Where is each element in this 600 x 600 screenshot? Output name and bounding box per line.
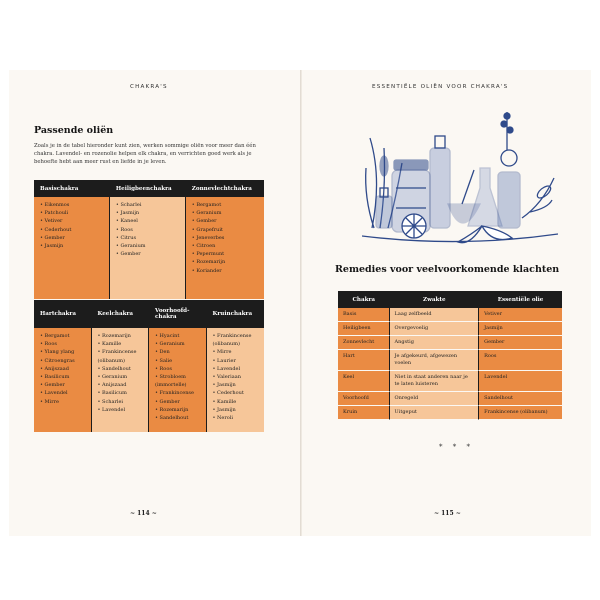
remedy-cell-zwakte: Niet in staat anderen naar je te laten luisteren <box>390 371 480 392</box>
oil-list-item: • Roos <box>40 340 85 348</box>
left-intro-paragraph: Zoals je in de tabel hieronder kunt zien, werken sommige oliën voor meer dan één chakra. Lavendel- en rozenolie helpen elk chakra, en verrichten goed werk als je behoefte hebt aan meer rust en liefde in je leven. <box>34 143 256 166</box>
oil-list-item: • Geranium <box>98 373 143 381</box>
botanical-bottles-illustration <box>362 108 558 254</box>
table2-header-hart: Hartchakra <box>34 300 92 328</box>
left-page-number-ornament-left: ~ <box>130 510 136 517</box>
remedy-cell-olie: Gember <box>479 336 562 350</box>
table2-header-voorhoofd: Voorhoofd- chakra <box>149 300 207 328</box>
remedy-row <box>338 371 562 392</box>
oil-list-item: • Salie <box>155 357 200 365</box>
oil-list-item: • Frankincense <box>155 389 200 397</box>
oil-list-item: • Mirre <box>213 348 259 356</box>
oil-list-item: • Geranium <box>155 340 200 348</box>
oil-list-item: • Ylang ylang <box>40 348 85 356</box>
oil-list-item: • Grapefruit <box>192 226 258 234</box>
remedy-header-chakra: Chakra <box>338 291 390 308</box>
oil-list-item: • Anijszaad <box>98 381 143 389</box>
oil-list-item: • Cederhout <box>213 389 259 397</box>
right-running-header: ESSENTIËLE OLIËN VOOR CHAKRA'S <box>372 84 509 90</box>
oil-list-item: • Kamille <box>213 398 259 406</box>
left-page-title: Passende oliën <box>34 125 114 136</box>
oil-list-item: • Neroli <box>213 414 259 422</box>
oil-list-item: • Jasmijn <box>213 381 259 389</box>
oil-list-item: • Sandelhout <box>98 365 143 373</box>
remedy-cell-zwakte: Overgevoelig <box>390 322 480 336</box>
oil-list-item: • Frankincense (olibanum) <box>213 332 259 348</box>
remedy-cell-olie: Lavendel <box>479 371 562 392</box>
oil-list-item: • Gember <box>40 381 85 389</box>
left-page-number-ornament-right: ~ <box>151 510 157 517</box>
remedy-cell-chakra: Kruin <box>338 406 390 420</box>
remedy-cell-chakra: Voorhoofd <box>338 392 390 406</box>
remedy-row <box>338 336 562 350</box>
remedy-table-body <box>338 308 562 420</box>
oil-list-item: • Koriander <box>192 267 258 275</box>
oil-list-item: • Gember <box>192 217 258 225</box>
right-page-number-ornament-right: ~ <box>455 510 461 517</box>
oil-list-item: • Valeriaan <box>213 373 259 381</box>
oil-list-item: • Hyacint <box>155 332 200 340</box>
oil-list-item: • Laurier <box>213 357 259 365</box>
remedy-cell-olie: Sandelhout <box>479 392 562 406</box>
oil-list-item: • Lavendel <box>98 406 143 414</box>
remedies-table <box>338 291 562 420</box>
table1-col-basis <box>34 197 110 299</box>
remedy-row <box>338 322 562 336</box>
remedy-cell-zwakte: Angstig <box>390 336 480 350</box>
table1-col-zonnevlecht <box>186 197 264 299</box>
oil-list-item: • Kaneel <box>116 217 179 225</box>
oil-list-item: • Strobloem (immortelle) <box>155 373 200 389</box>
table1-header-heiligbeen: Heiligbeenchakra <box>110 180 186 197</box>
remedy-cell-chakra: Zonnevlecht <box>338 336 390 350</box>
oil-list-item: • Jasmijn <box>116 209 179 217</box>
remedy-cell-olie: Roos <box>479 350 562 371</box>
right-page-number <box>434 510 461 517</box>
remedy-cell-chakra: Hart <box>338 350 390 371</box>
left-page-number-text: 114 <box>137 510 150 517</box>
table2-col-voorhoofd <box>149 328 207 432</box>
remedy-header-olie: Essentiële olie <box>479 291 562 308</box>
remedy-header-zwakte: Zwakte <box>390 291 480 308</box>
oil-list-item: • Cederhout <box>40 226 103 234</box>
book-gutter <box>300 70 302 536</box>
oil-list-item: • Eikenmos <box>40 201 103 209</box>
oil-list-item: • Citroen <box>192 242 258 250</box>
remedy-row <box>338 350 562 371</box>
oil-list-item: • Den <box>155 348 200 356</box>
oil-list-item: • Bergamot <box>192 201 258 209</box>
oil-list-item: • Geranium <box>116 242 179 250</box>
chakra-oils-table-2 <box>34 300 264 432</box>
remedy-cell-olie: Frankincense (olibanum) <box>479 406 562 420</box>
right-page-number-text: 115 <box>441 510 454 517</box>
table2-col-kruin <box>207 328 265 432</box>
oil-list-item: • Jeneverbes <box>192 234 258 242</box>
oil-list-item: • Rozemarijn <box>98 332 143 340</box>
remedy-row <box>338 308 562 322</box>
remedy-cell-chakra: Heiligbeen <box>338 322 390 336</box>
oil-list-item: • Frankincense (olibanum) <box>98 348 143 364</box>
left-running-header: CHAKRA'S <box>130 84 168 90</box>
table2-col-hart <box>34 328 92 432</box>
remedy-cell-zwakte: Onregeld <box>390 392 480 406</box>
oil-list-item: • Roos <box>155 365 200 373</box>
table2-header-kruin: Kruinchakra <box>207 300 265 328</box>
oil-list-item: • Geranium <box>192 209 258 217</box>
table2-header-keel: Keelchakra <box>92 300 150 328</box>
chakra-oils-table-1 <box>34 180 264 299</box>
oil-list-item: • Gember <box>40 234 103 242</box>
table1-header-zonnevlecht: Zonnevlechtchakra <box>186 180 264 197</box>
remedy-cell-zwakte: Laag zelfbeeld <box>390 308 480 322</box>
oil-list-item: • Anijszaad <box>40 365 85 373</box>
oil-list-item: • Patchouli <box>40 209 103 217</box>
oil-list-item: • Basilicum <box>98 389 143 397</box>
oil-list-item: • Citrus <box>116 234 179 242</box>
oil-list-item: • Citroengras <box>40 357 85 365</box>
left-page-number <box>130 510 157 517</box>
oil-list-item: • Rozemarijn <box>155 406 200 414</box>
oil-list-item: • Jasmijn <box>40 242 103 250</box>
remedy-row <box>338 392 562 406</box>
oil-list-item: • Lavendel <box>213 365 259 373</box>
oil-list-item: • Rozemarijn <box>192 258 258 266</box>
oil-list-item: • Gember <box>155 398 200 406</box>
right-page-number-ornament-left: ~ <box>434 510 440 517</box>
remedy-cell-olie: Jasmijn <box>479 322 562 336</box>
table1-col-heiligbeen <box>110 197 186 299</box>
right-page-title: Remedies voor veelvoorkomende klachten <box>335 264 560 275</box>
oil-list-item: • Sandelhout <box>155 414 200 422</box>
oil-list-item: • Gember <box>116 250 179 258</box>
remedy-cell-zwakte: Uitgeput <box>390 406 480 420</box>
oil-list-item: • Scharlei <box>98 398 143 406</box>
table2-col-keel <box>92 328 150 432</box>
oil-list-item: • Scharlei <box>116 201 179 209</box>
remedy-cell-olie: Vetiver <box>479 308 562 322</box>
remedy-cell-chakra: Keel <box>338 371 390 392</box>
oil-list-item: • Kamille <box>98 340 143 348</box>
remedy-cell-zwakte: Je afgekeurd, afgewezen voelen <box>390 350 480 371</box>
oil-list-item: • Bergamot <box>40 332 85 340</box>
oil-list-item: • Jasmijn <box>213 406 259 414</box>
oil-list-item: • Roos <box>116 226 179 234</box>
oil-list-item: • Lavendel <box>40 389 85 397</box>
oil-list-item: • Mirre <box>40 398 85 406</box>
section-ornament: * * * <box>439 443 474 451</box>
oil-list-item: • Basilicum <box>40 373 85 381</box>
remedy-cell-chakra: Basis <box>338 308 390 322</box>
table1-header-basis: Basischakra <box>34 180 110 197</box>
oil-list-item: • Vetiver <box>40 217 103 225</box>
remedy-row <box>338 406 562 420</box>
oil-list-item: • Pepermunt <box>192 250 258 258</box>
